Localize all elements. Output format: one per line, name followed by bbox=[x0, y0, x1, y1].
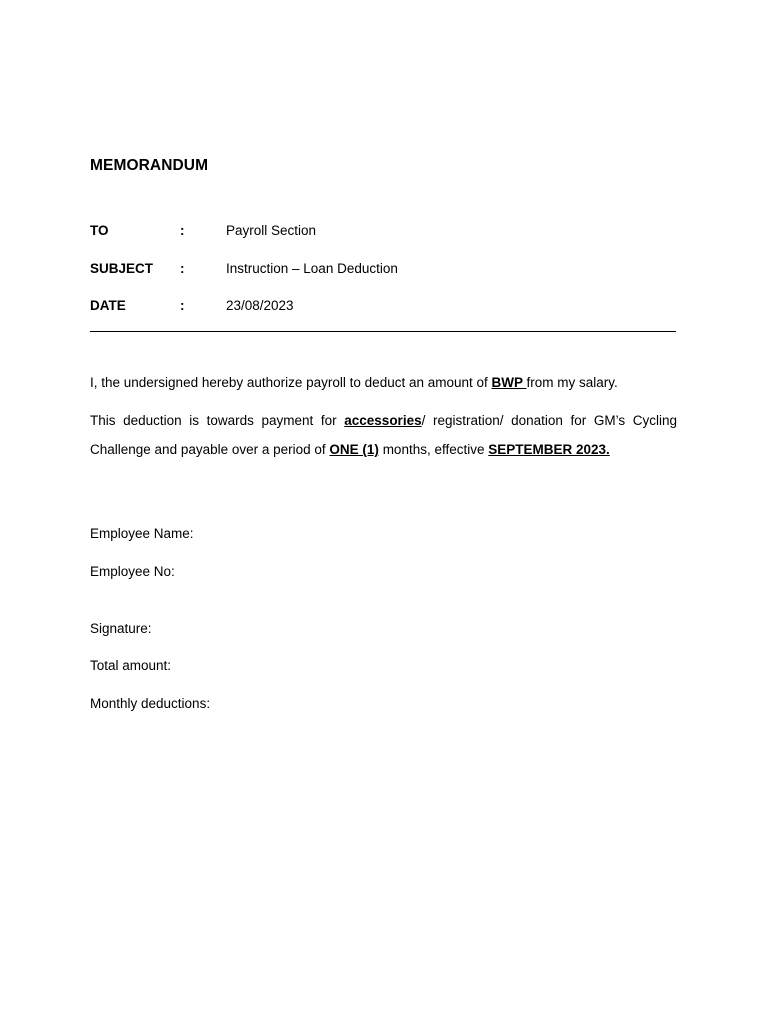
to-colon: : bbox=[180, 223, 185, 238]
header-divider bbox=[90, 331, 676, 332]
to-value: Payroll Section bbox=[226, 223, 317, 238]
date-label: DATE bbox=[90, 298, 126, 313]
subject-value: Instruction – Loan Deduction bbox=[226, 261, 398, 276]
employee-no-label: Employee No: bbox=[90, 564, 175, 579]
subject-colon: : bbox=[180, 261, 185, 276]
date-colon: : bbox=[180, 298, 185, 313]
total-amount-label: Total amount: bbox=[90, 658, 172, 673]
authorization-text: I, the undersigned hereby authorize payroll to deduct an amount of bbox=[90, 375, 492, 390]
authorization-text-end: from my salary. bbox=[526, 375, 618, 390]
deduction-item: accessories bbox=[344, 413, 422, 428]
authorization-paragraph bbox=[90, 368, 677, 397]
memo-title: MEMORANDUM bbox=[90, 157, 209, 174]
currency-label: BWP bbox=[491, 375, 527, 390]
signature-label: Signature: bbox=[90, 621, 152, 636]
subject-label: SUBJECT bbox=[90, 261, 154, 276]
deduction-effective-date: SEPTEMBER 2023. bbox=[488, 442, 610, 457]
deduction-text-2: / registration/ donation for GM’s Cycling Challenge and payable over a period of bbox=[90, 413, 677, 457]
date-value: 23/08/2023 bbox=[226, 298, 294, 313]
deduction-text-1: This deduction is towards payment for bbox=[90, 413, 345, 428]
deduction-period: ONE (1) bbox=[329, 442, 379, 457]
deduction-text-3: months, effective bbox=[378, 442, 489, 457]
monthly-deductions-label: Monthly deductions: bbox=[90, 696, 211, 711]
to-label: TO bbox=[90, 223, 109, 238]
employee-name-label: Employee Name: bbox=[90, 526, 194, 541]
deduction-paragraph bbox=[90, 406, 677, 464]
